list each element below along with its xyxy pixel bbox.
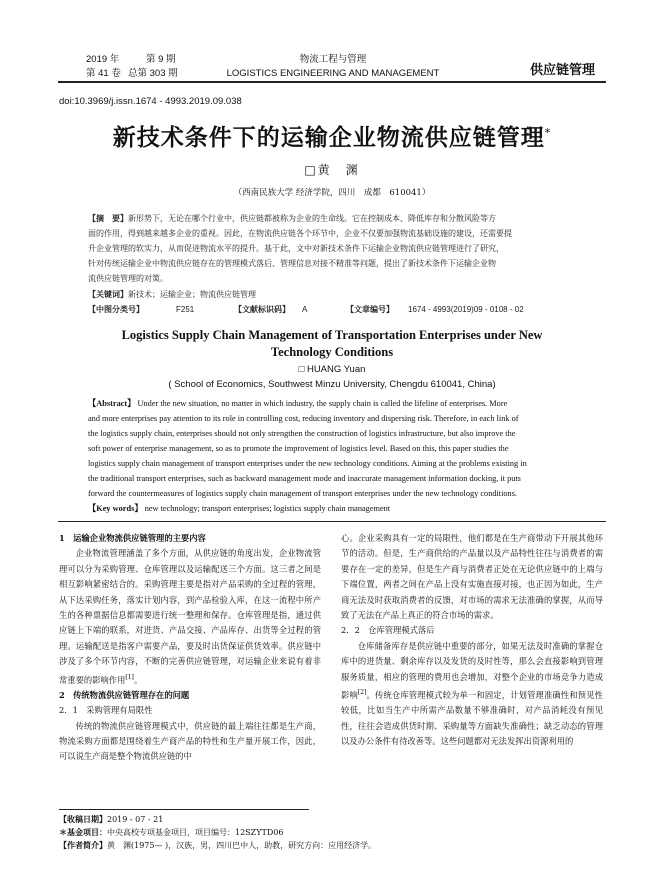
abstract-cn-line: 面的作用，得到越来越多企业的重视。因此，在物流供应链各个环节中，企业不仅要加强物流基础设施的建设，还需要提 [88, 229, 512, 238]
abstract-en-label: 【Abstract】 [88, 399, 136, 408]
citation-ref: [2] [357, 689, 367, 697]
paragraph: 传统的物流供应链管理模式中，供应链的最上端往往都是生产商，物流采购方面都是围绕着生产商产品的特性和生产量开展工作，因此，可以说生产商是整个物流供应链的中 [59, 720, 321, 762]
abstract-en-line: the logistics supply chain, enterprises should not only strengthen the construction of logistics infrastructure, but also improve the [88, 429, 516, 438]
affiliation-en: ( School of Economics, Southwest Minzu University, Chengdu 610041, China) [168, 379, 496, 390]
received-date: 2019 - 07 - 21 [107, 815, 164, 824]
abstract-cn-line: 流供应链管理的对策。 [88, 274, 168, 283]
article-no-label: 【文章编号】 [346, 305, 394, 314]
abstract-rule [58, 521, 606, 522]
doc-code: A [302, 305, 308, 314]
keywords-en-label: 【Key words】 [88, 504, 143, 513]
keywords-cn: 新技术；运输企业；物流供应链管理 [128, 290, 256, 299]
header-rule [58, 81, 606, 83]
doi: doi:10.3969/j.issn.1674 - 4993.2019.09.038 [59, 96, 242, 107]
journal-name-cn: 物流工程与管理 [299, 54, 367, 65]
author-cn: □黄 渊 [304, 163, 360, 177]
body-right-column [341, 531, 603, 749]
author-bio: 黄 渊(1975— )，汉族，男，四川巴中人，助教，研究方向：应用经济学。 [107, 841, 377, 850]
paragraph-text: 仓库储备库存是供应链中重要的部分，如果无法及时准确的掌握仓库中的进货量、剩余库存以及发货的及时性等，那么会直接影响到管理服务质量，相应的管理的费用也会增加，对整个企业的市场竞争力造成影响 [341, 640, 603, 700]
paper-title-text: 新技术条件下的运输企业物流供应链管理 [112, 124, 545, 151]
section-heading-2: 2 传统物流供应链管理存在的问题 [59, 689, 190, 700]
paragraph-text: 。传统仓库管理模式较为单一和固定，计划管理准确性和预见性较低，比如当生产中所需产品数量不够准确时，对产品消耗没有预见性，往往会造成供货时期、采购量等方面缺失准确性；缺乏动态的管理以及办公条件有待改善等。这些问题都对无法发挥出资源利用的 [341, 689, 603, 747]
body-left-column [59, 531, 321, 765]
title-en [58, 327, 606, 361]
header-issue: 第 9 期 [146, 54, 176, 65]
paragraph-text: 企业物流管理涵盖了多个方面，从供应链的角度出发，企业物流管理可以分为采购管理、仓库管理以及运输配送三个方面。这三者之间是相互影响紧密结合的。采购管理主要是指对产品采购的全过程的管理，从下达采购任务，落实计划内容，到产品检验入库，在这一流程中所产生的各种票据信息都需要进行统一整理和保存。仓库管理是指，通过供应链上下端的联系，对进货、产品交接、产品库存、出货等全过程的管理。运输配送是指客户需要产品，要及时出货保证供货效率。供应链中涉及了多个环节内容，不断的完善供应链管理，对运输企业来说有着非常重要的影响作用 [59, 548, 321, 685]
affiliation-cn: （西南民族大学 经济学院，四川 成都 610041） [233, 188, 431, 198]
paragraph: 心。企业采购具有一定的局限性，他们都是在生产商带动下开展其他环节的活动。但是，生产商供给的产品量以及产品特性往往与消费者的需要存在一定的差异，但是生产商与消费者正处在无论供应链中的上端与下端位置，两者之间在产品上没有实施直接对接，也正因为如此，生产商无法及时获取消费者的反馈，对市场的需求无法准确的掌握，从而导致了无法在产品上真正的符合市场的需求。 [341, 533, 603, 621]
footnote-rule [59, 809, 309, 810]
paragraph [59, 546, 321, 687]
keywords-en: new technology; transport enterprises; logistics supply chain management [144, 504, 391, 513]
clc-code: F251 [176, 305, 195, 314]
paragraph-end: 。 [133, 674, 143, 685]
abstract-en-line: the traditional transport enterprises, such as backward management mode and inaccurate management information docking, it puts [88, 474, 521, 483]
author-en: □ HUANG Yuan [298, 364, 366, 375]
clc-label: 【中图分类号】 [88, 305, 144, 314]
subsection-heading-2-1: 2．1 采购管理有局限性 [59, 705, 153, 716]
abstract-en-line: Under the new situation, no matter in which industry, the supply chain is called the lifeline of enterprises. More [137, 399, 508, 408]
title-footnote-mark: * [544, 126, 552, 140]
abstract-cn-line: 新形势下，无论在哪个行业中，供应链都被称为企业的生命线。它在控制成本、降低库存和分散风险等方 [128, 214, 496, 223]
abstract-cn [88, 211, 588, 317]
header-total-issue: 总第 303 期 [128, 68, 178, 79]
abstract-en-line: forward the countermeasures of logistics supply chain management of transport enterprises under the new technology conditions. [88, 489, 518, 498]
abstract-en-line: logistics supply chain management of transport enterprises under the new technology conditions. Aiming at the problems existing in [88, 459, 527, 468]
section-label: 供应链管理 [530, 63, 596, 78]
section-heading-1: 1 运输企业物流供应链管理的主要内容 [59, 533, 206, 543]
abstract-en-line: and more enterprises pay attention to its role in controlling cost, reducing inventory and dispersing risk. Therefore, in each link of [88, 414, 519, 423]
article-no: 1674 - 4993(2019)09 - 0108 - 02 [408, 305, 524, 314]
citation-ref: [1] [125, 673, 134, 681]
title-en-line2: Technology Conditions [270, 345, 394, 359]
abstract-cn-line: 升企业管理的软实力，从而促进物流水平的提升。基于此，文中对新技术条件下运输企业物流供应链管理进行了研究， [88, 244, 504, 253]
abstract-cn-label: 【摘 要】 [88, 213, 128, 223]
subsection-heading-2-2: 2．2 仓库管理模式落后 [341, 625, 435, 636]
fund-info: 中央高校专项基金项目，项目编号：12SZYTD06 [107, 828, 284, 837]
author-bio-label: 【作者简介】 [59, 840, 107, 850]
paper-title [58, 119, 606, 152]
paragraph [341, 639, 603, 750]
abstract-en-line: soft power of enterprise management, so as to promote the improvement of logistics level. Based on this, this paper studies the [88, 444, 509, 453]
keywords-cn-label: 【关键词】 [88, 289, 128, 299]
fund-label: ＊基金项目： [59, 827, 107, 837]
title-en-line1: Logistics Supply Chain Management of Transportation Enterprises under New [121, 328, 543, 342]
journal-name-en: LOGISTICS ENGINEERING AND MANAGEMENT [226, 68, 440, 79]
footnotes [59, 813, 599, 852]
received-label: 【收稿日期】 [59, 814, 107, 824]
abstract-en [88, 396, 588, 516]
header-volume: 第 41 卷 [86, 68, 121, 79]
abstract-cn-line: 针对传统运输企业中物流供应链存在的管理模式落后、管理信息对接不精准等问题，提出了新技术条件下运输企业物 [88, 259, 496, 268]
doc-code-label: 【文献标识码】 [234, 305, 290, 314]
header-year: 2019 年 [86, 54, 120, 65]
